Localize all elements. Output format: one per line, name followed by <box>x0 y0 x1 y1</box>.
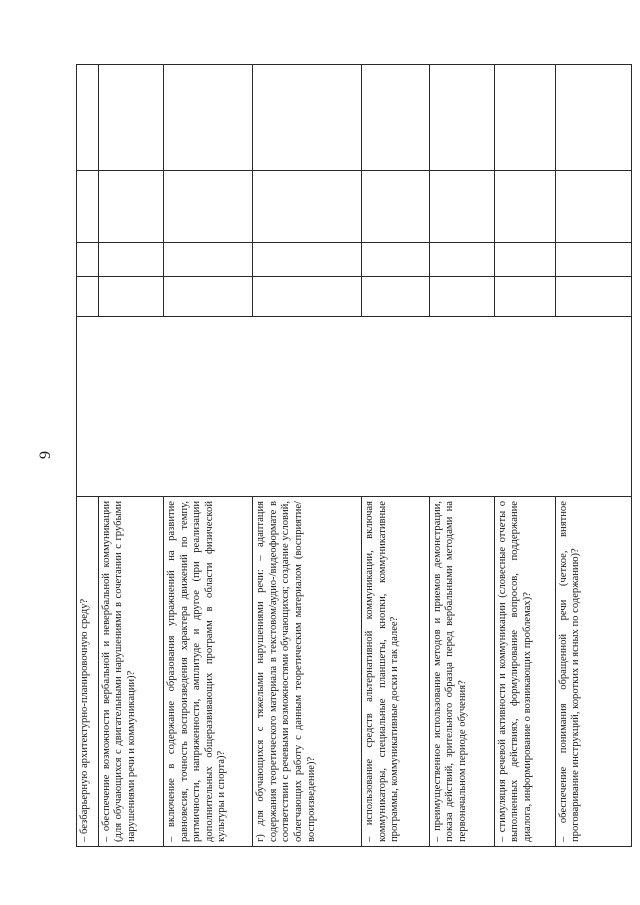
mark-cell <box>253 171 362 243</box>
mark-cell <box>555 65 631 171</box>
mark-cell <box>362 65 429 171</box>
mark-cell <box>494 277 555 317</box>
mark-cell <box>253 65 362 171</box>
mark-cell <box>555 243 631 277</box>
mark-cell <box>494 243 555 277</box>
notes-cell <box>77 317 632 497</box>
mark-cell <box>429 243 494 277</box>
criteria-table <box>76 64 632 847</box>
mark-cell <box>98 277 163 317</box>
criterion-cell: г) для обучающихся с тяжелыми нарушениями речи: – адаптация содержания теоретического материала в текстовом/аудио-/видеоформате в соответствии с речевыми возможностями обучающихся; создание условий, облегчающих работу с данным теоретическим материалом (восприятие/воспроизведение)? <box>253 497 362 847</box>
criteria-table-wrapper <box>76 65 632 847</box>
mark-cell <box>494 171 555 243</box>
mark-cell <box>362 171 429 243</box>
mark-cell <box>98 171 163 243</box>
mark-cell <box>429 171 494 243</box>
mark-cell <box>164 277 253 317</box>
page-number: 9 <box>37 451 54 459</box>
criterion-cell: – включение в содержание образования упражнений на развитие равновесия, точность воспроизведения характера движений по темпу, ритмичности, напряженности, амплитуде и другое (при реализации дополнительных общеразвивающих программ в области физической культуры и спорта)? <box>164 497 253 847</box>
mark-cell <box>362 277 429 317</box>
mark-cell <box>77 65 99 171</box>
mark-cell <box>555 277 631 317</box>
criterion-cell: – использование средств альтернативной коммуникации, включая коммуникаторы, специальные планшеты, кнопки, коммуникативные программы, коммуникативные доски и так далее? <box>362 497 429 847</box>
mark-cell <box>98 243 163 277</box>
table-row <box>77 65 99 847</box>
mark-cell <box>429 65 494 171</box>
mark-cell <box>253 243 362 277</box>
mark-cell <box>555 171 631 243</box>
mark-cell <box>77 243 99 277</box>
mark-cell <box>253 277 362 317</box>
mark-cell <box>494 65 555 171</box>
mark-cell <box>429 277 494 317</box>
mark-cell <box>164 65 253 171</box>
criterion-cell: – безбарьерную архитектурно-планировочную среду? <box>77 497 99 847</box>
mark-cell <box>77 171 99 243</box>
criterion-cell: – стимуляция речевой активности и коммуникации (словесные отчеты о выполненных действиях, формулирование вопросов, поддержание диалога, информирование о возникающих проблемах)? <box>494 497 555 847</box>
mark-cell <box>362 243 429 277</box>
mark-cell <box>77 277 99 317</box>
mark-cell <box>98 65 163 171</box>
criterion-cell: – обеспечение понимания обращенной речи (четкое, внятное проговаривание инструкций, коротких и ясных по содержанию)? <box>555 497 631 847</box>
criterion-cell: – обеспечение возможности вербальной и невербальной коммуникации (для обучающихся с двигательными нарушениями в сочетании с грубыми нарушениями речи и коммуникации)? <box>98 497 163 847</box>
mark-cell <box>164 243 253 277</box>
criterion-cell: – преимущественное использование методов и приемов демонстрации, показа действий, зрительного образца перед вербальными методами на первоначальном периоде обучения? <box>429 497 494 847</box>
mark-cell <box>164 171 253 243</box>
